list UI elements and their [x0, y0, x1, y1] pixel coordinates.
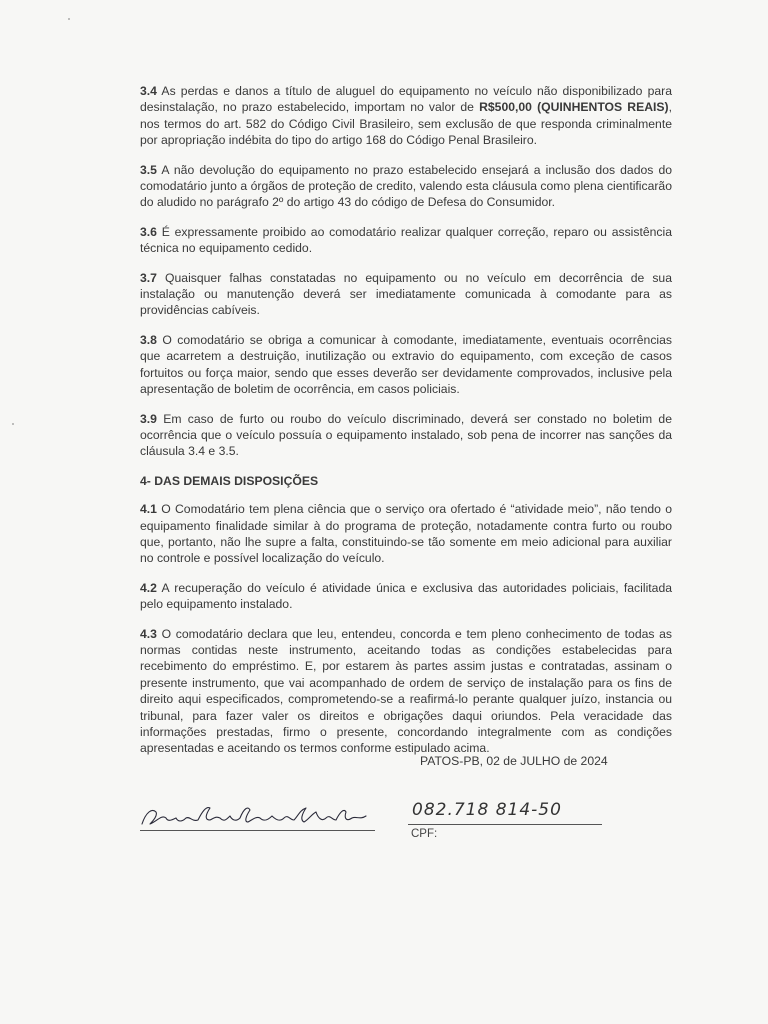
- clause-text: A não devolução do equipamento no prazo estabelecido ensejará a inclusão dos dados do comodatário junto a órgãos de proteção de credito, valendo esta cláusula como plena cientificarão do aludido no parágrafo 2º do artigo 43 do código de Defesa do Consumidor.: [140, 162, 672, 210]
- handwritten-signature: [140, 798, 375, 830]
- clause-number: 3.5: [140, 162, 157, 177]
- clause-3-7: [140, 270, 672, 319]
- clause-3-9: [140, 411, 672, 460]
- clause-4-2: [140, 580, 672, 613]
- penalty-amount: R$500,00 (QUINHENTOS REAIS): [479, 100, 669, 115]
- cpf-signature-line: [408, 798, 602, 825]
- signature-line: [140, 798, 375, 831]
- scan-speck: [12, 423, 14, 425]
- clause-text: As perdas e danos a título de aluguel do equipamento no veículo não disponibilizado para desinstalação, no prazo estabelecido, importam no valor de: [140, 84, 672, 115]
- clause-number: 3.6: [140, 224, 157, 239]
- clause-text: O comodatário declara que leu, entendeu, concorda e tem pleno conhecimento de todas as normas contidas neste instrumento, aceitando todas as condições estabelecidas para recebimento do empréstimo. E, por estarem às partes assim justas e contratadas, assinam o presente instrumento, que vai acompanhado de ordem de serviço de instalação para os fins de direito aqui especificados, comprometendo-se a reafirmá-lo perante qualquer juízo, instancia ou tribunal, para fazer valer os direitos e obrigações daqui oriundos. Pela veracidade das informações prestadas, firmo o presente, concordando integralmente com as condições apresentadas e aceitando os termos conforme estipulado acima.: [140, 626, 672, 756]
- cpf-number: 082.718 814-50: [412, 800, 562, 820]
- clause-text: O Comodatário tem plena ciência que o serviço ora ofertado é “atividade meio”, não tendo o equipamento finalidade similar à do programa de proteção, notadamente contra furto ou roubo que, portanto, não lhe supre a falta, constituindo-se tão somente em meio adicional para auxiliar no controle e possível localização do veículo.: [140, 502, 672, 566]
- cpf-label: CPF:: [411, 828, 438, 840]
- clause-3-4: [140, 83, 672, 149]
- clause-text: Em caso de furto ou roubo do veículo discriminado, deverá ser constado no boletim de ocorrência que o veículo possuía o equipamento instalado, sob pena de incorrer nas sanções da cláusula 3.4 e 3.5.: [140, 411, 672, 459]
- clause-number: 3.4: [140, 84, 157, 98]
- clause-text: Quaisquer falhas constatadas no equipamento ou no veículo em decorrência de sua instalação ou manutenção deverá ser imediatamente comunicada à comodante para as providências cabíveis.: [140, 270, 672, 318]
- clause-text: O comodatário se obriga a comunicar à comodante, imediatamente, eventuais ocorrências que acarretem a destruição, inutilização ou extravio do equipamento, com exceção de casos fortuitos ou força maior, sendo que esses deverão ser devidamente comprovados, inclusive pela apresentação de boletim de ocorrência, em casos policiais.: [140, 332, 672, 397]
- clause-number: 3.7: [140, 270, 157, 285]
- clause-4-1: [140, 501, 672, 567]
- clause-number: 4.2: [140, 580, 157, 595]
- clause-3-5: [140, 162, 672, 211]
- clause-4-3: [140, 626, 672, 757]
- clause-number: 3.9: [140, 411, 157, 426]
- clause-number: 4.1: [140, 502, 157, 517]
- clause-number: 4.3: [140, 626, 157, 641]
- section-title: 4- DAS DEMAIS DISPOSIÇÕES: [140, 473, 319, 488]
- clause-3-8: [140, 332, 672, 398]
- document-body: [140, 83, 672, 770]
- clause-text: , nos termos do art. 582 do Código Civil Brasileiro, sem exclusão de que responda criminalmente por apropriação indébita do tipo do artigo 168 do Código Penal Brasileiro.: [140, 100, 672, 148]
- clause-3-6: [140, 224, 672, 257]
- place-date: PATOS-PB, 02 de JULHO de 2024: [420, 754, 608, 768]
- clause-text: A recuperação do veículo é atividade única e exclusiva das autoridades policiais, facilitada pelo equipamento instalado.: [140, 580, 672, 612]
- clause-number: 3.8: [140, 332, 157, 347]
- clause-text: É expressamente proibido ao comodatário realizar qualquer correção, reparo ou assistência técnica no equipamento cedido.: [140, 224, 672, 256]
- scan-speck: [68, 18, 70, 20]
